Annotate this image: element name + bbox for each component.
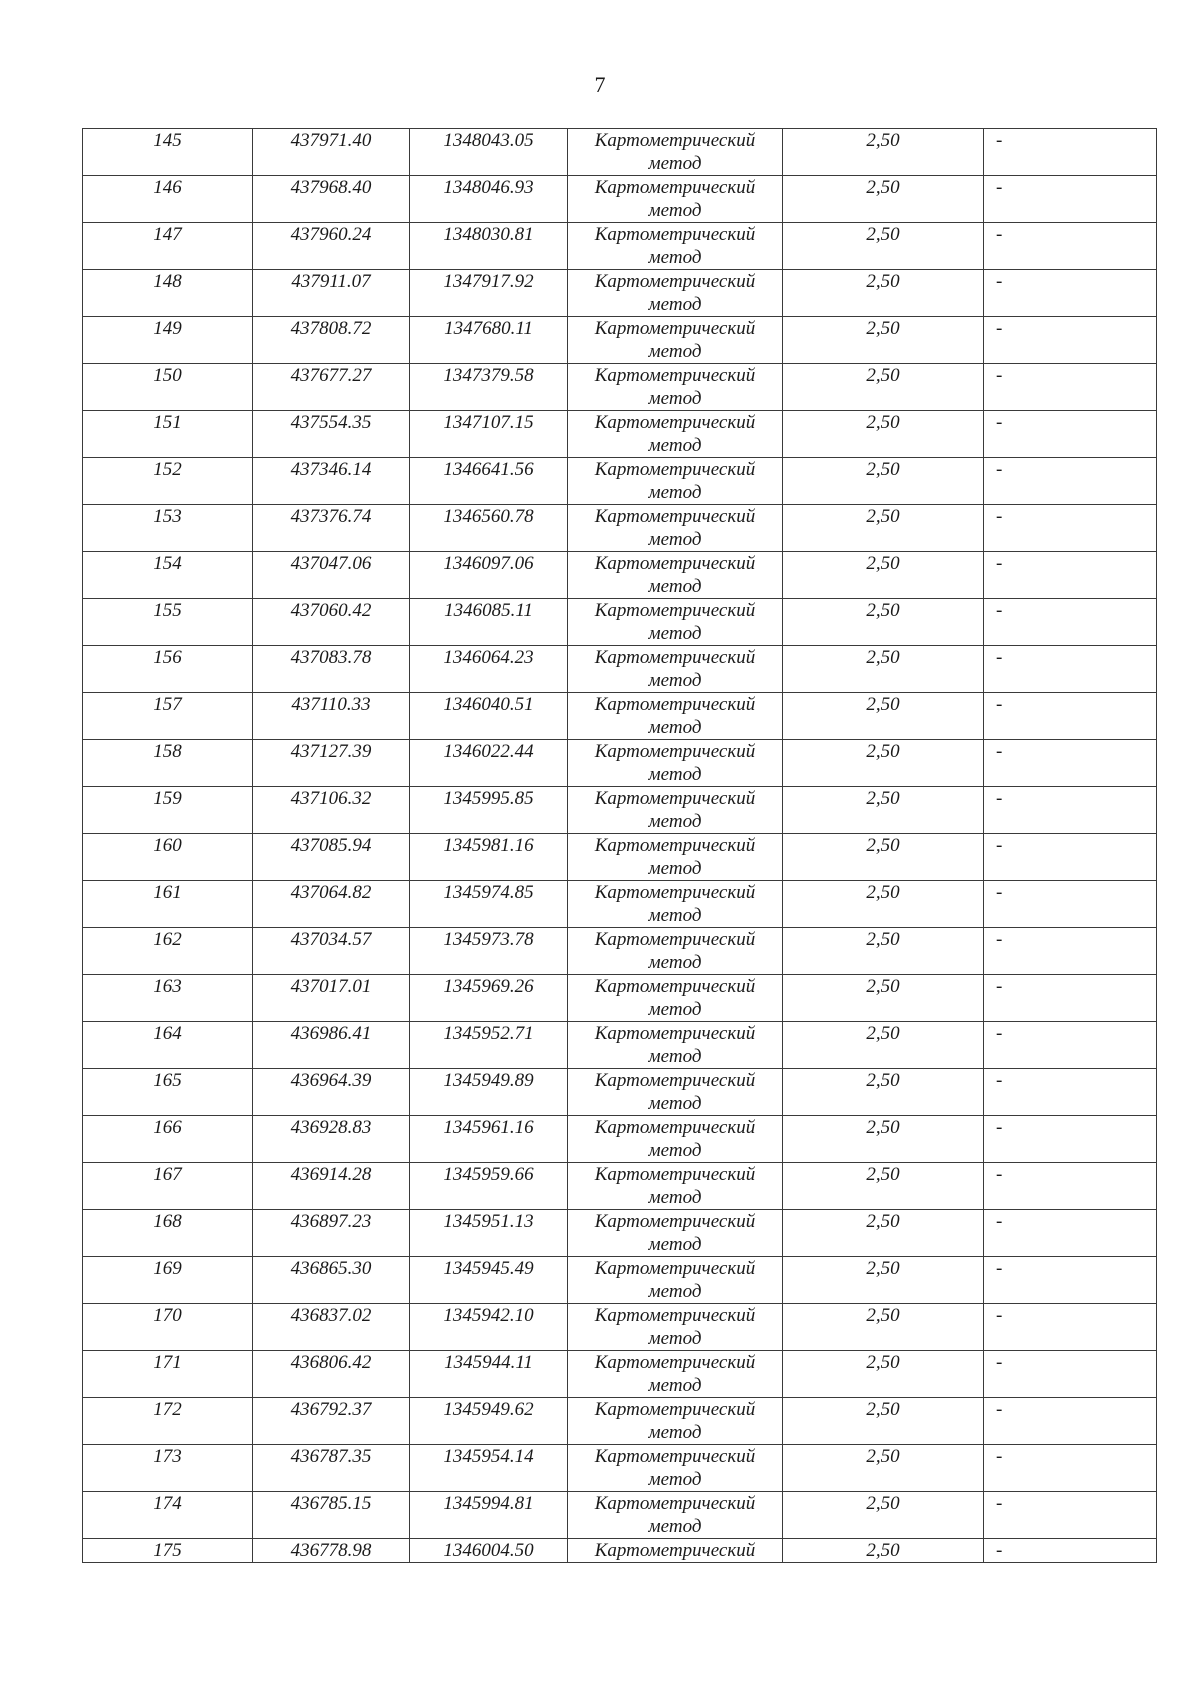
- accuracy-cell: 2,50: [783, 1116, 984, 1163]
- method-cell: [568, 176, 783, 223]
- note-cell: -: [984, 458, 1157, 505]
- method-text-line1: Картометрический: [594, 1399, 756, 1420]
- accuracy-cell: 2,50: [783, 176, 984, 223]
- method-cell: [568, 834, 783, 881]
- method-text-line1: Картометрический: [594, 1070, 756, 1091]
- method-text-line1: Картометрический: [594, 459, 756, 480]
- note-cell: -: [984, 1539, 1157, 1563]
- method-cell: [568, 552, 783, 599]
- y-coordinate-cell: 1346022.44: [410, 740, 568, 787]
- note-cell: -: [984, 1210, 1157, 1257]
- accuracy-cell: 2,50: [783, 1539, 984, 1563]
- method-cell: [568, 270, 783, 317]
- accuracy-cell: 2,50: [783, 1257, 984, 1304]
- x-coordinate-cell: 437083.78: [253, 646, 410, 693]
- method-text-line1: Картометрический: [594, 224, 756, 245]
- method-text-line1: Картометрический: [594, 1352, 756, 1373]
- x-coordinate-cell: 436897.23: [253, 1210, 410, 1257]
- y-coordinate-cell: 1348043.05: [410, 129, 568, 176]
- table-row: [83, 223, 1157, 270]
- note-cell: -: [984, 646, 1157, 693]
- point-number-cell: 169: [83, 1257, 253, 1304]
- accuracy-cell: 2,50: [783, 787, 984, 834]
- x-coordinate-cell: 437968.40: [253, 176, 410, 223]
- point-number-cell: 148: [83, 270, 253, 317]
- x-coordinate-cell: 436785.15: [253, 1492, 410, 1539]
- y-coordinate-cell: 1346064.23: [410, 646, 568, 693]
- method-cell: [568, 1351, 783, 1398]
- x-coordinate-cell: 437376.74: [253, 505, 410, 552]
- table-row: [83, 1445, 1157, 1492]
- note-cell: -: [984, 176, 1157, 223]
- note-cell: -: [984, 223, 1157, 270]
- accuracy-cell: 2,50: [783, 881, 984, 928]
- method-text-line1: Картометрический: [594, 1258, 756, 1279]
- y-coordinate-cell: 1345944.11: [410, 1351, 568, 1398]
- method-text-line2: метод: [648, 764, 702, 785]
- x-coordinate-cell: 437677.27: [253, 364, 410, 411]
- x-coordinate-cell: 437106.32: [253, 787, 410, 834]
- method-text-line2: метод: [648, 247, 702, 268]
- note-cell: -: [984, 881, 1157, 928]
- note-cell: -: [984, 740, 1157, 787]
- point-number-cell: 151: [83, 411, 253, 458]
- y-coordinate-cell: 1348046.93: [410, 176, 568, 223]
- y-coordinate-cell: 1345961.16: [410, 1116, 568, 1163]
- point-number-cell: 172: [83, 1398, 253, 1445]
- accuracy-cell: 2,50: [783, 646, 984, 693]
- method-text-line2: метод: [648, 1140, 702, 1161]
- method-text-line1: Картометрический: [594, 600, 756, 621]
- x-coordinate-cell: 437346.14: [253, 458, 410, 505]
- x-coordinate-cell: 436787.35: [253, 1445, 410, 1492]
- note-cell: -: [984, 1069, 1157, 1116]
- table-row: [83, 1539, 1157, 1563]
- accuracy-cell: 2,50: [783, 552, 984, 599]
- point-number-cell: 154: [83, 552, 253, 599]
- method-text-line1: Картометрический: [594, 1117, 756, 1138]
- method-text-line1: Картометрический: [594, 788, 756, 809]
- note-cell: -: [984, 1116, 1157, 1163]
- x-coordinate-cell: 436792.37: [253, 1398, 410, 1445]
- method-text-line2: метод: [648, 1375, 702, 1396]
- method-text-line1: Картометрический: [594, 412, 756, 433]
- method-text-line1: Картометрический: [594, 741, 756, 762]
- y-coordinate-cell: 1346004.50: [410, 1539, 568, 1563]
- point-number-cell: 167: [83, 1163, 253, 1210]
- method-text-line2: метод: [648, 341, 702, 362]
- method-text-line2: метод: [648, 717, 702, 738]
- point-number-cell: 168: [83, 1210, 253, 1257]
- method-cell: [568, 364, 783, 411]
- y-coordinate-cell: 1345994.81: [410, 1492, 568, 1539]
- method-cell: [568, 1069, 783, 1116]
- method-text-line1: Картометрический: [594, 929, 756, 950]
- point-number-cell: 146: [83, 176, 253, 223]
- point-number-cell: 173: [83, 1445, 253, 1492]
- y-coordinate-cell: 1345981.16: [410, 834, 568, 881]
- table-row: [83, 1257, 1157, 1304]
- x-coordinate-cell: 436865.30: [253, 1257, 410, 1304]
- accuracy-cell: 2,50: [783, 928, 984, 975]
- table-row: [83, 928, 1157, 975]
- method-text-line1: Картометрический: [594, 1446, 756, 1467]
- method-cell: [568, 1257, 783, 1304]
- table-row: [83, 1492, 1157, 1539]
- table-row: [83, 646, 1157, 693]
- accuracy-cell: 2,50: [783, 1069, 984, 1116]
- table-row: [83, 1116, 1157, 1163]
- x-coordinate-cell: 437047.06: [253, 552, 410, 599]
- note-cell: -: [984, 552, 1157, 599]
- method-cell: [568, 975, 783, 1022]
- y-coordinate-cell: 1345949.89: [410, 1069, 568, 1116]
- point-number-cell: 147: [83, 223, 253, 270]
- x-coordinate-cell: 437085.94: [253, 834, 410, 881]
- method-text-line2: метод: [648, 999, 702, 1020]
- method-cell: [568, 1398, 783, 1445]
- method-cell: [568, 1116, 783, 1163]
- method-cell: [568, 646, 783, 693]
- note-cell: -: [984, 787, 1157, 834]
- method-text-line2: метод: [648, 1093, 702, 1114]
- accuracy-cell: 2,50: [783, 599, 984, 646]
- method-text-line2: метод: [648, 200, 702, 221]
- method-text-line2: метод: [648, 670, 702, 691]
- accuracy-cell: 2,50: [783, 975, 984, 1022]
- coordinates-table: [82, 128, 1157, 1563]
- note-cell: -: [984, 1398, 1157, 1445]
- method-text-line2: метод: [648, 905, 702, 926]
- point-number-cell: 165: [83, 1069, 253, 1116]
- note-cell: -: [984, 411, 1157, 458]
- y-coordinate-cell: 1348030.81: [410, 223, 568, 270]
- method-text-line1: Картометрический: [594, 1305, 756, 1326]
- point-number-cell: 159: [83, 787, 253, 834]
- table-row: [83, 505, 1157, 552]
- method-cell: [568, 740, 783, 787]
- y-coordinate-cell: 1345959.66: [410, 1163, 568, 1210]
- accuracy-cell: 2,50: [783, 1163, 984, 1210]
- table-row: [83, 975, 1157, 1022]
- method-text-line2: метод: [648, 482, 702, 503]
- x-coordinate-cell: 436914.28: [253, 1163, 410, 1210]
- table-row: [83, 834, 1157, 881]
- point-number-cell: 171: [83, 1351, 253, 1398]
- table-row: [83, 1022, 1157, 1069]
- accuracy-cell: 2,50: [783, 317, 984, 364]
- method-text-line1: Картометрический: [594, 506, 756, 527]
- x-coordinate-cell: 436806.42: [253, 1351, 410, 1398]
- point-number-cell: 145: [83, 129, 253, 176]
- method-text-line1: Картометрический: [594, 694, 756, 715]
- note-cell: -: [984, 834, 1157, 881]
- method-text-line1: Картометрический: [594, 365, 756, 386]
- x-coordinate-cell: 437911.07: [253, 270, 410, 317]
- table-row: [83, 1210, 1157, 1257]
- y-coordinate-cell: 1346097.06: [410, 552, 568, 599]
- accuracy-cell: 2,50: [783, 1022, 984, 1069]
- method-cell: [568, 1492, 783, 1539]
- accuracy-cell: 2,50: [783, 1304, 984, 1351]
- x-coordinate-cell: 436837.02: [253, 1304, 410, 1351]
- y-coordinate-cell: 1345945.49: [410, 1257, 568, 1304]
- method-text-line1: Картометрический: [594, 1493, 756, 1514]
- method-text-line1: Картометрический: [594, 177, 756, 198]
- y-coordinate-cell: 1345952.71: [410, 1022, 568, 1069]
- table-row: [83, 1398, 1157, 1445]
- table-row: [83, 1163, 1157, 1210]
- x-coordinate-cell: 437064.82: [253, 881, 410, 928]
- accuracy-cell: 2,50: [783, 411, 984, 458]
- table-row: [83, 740, 1157, 787]
- method-text-line1: Картометрический: [594, 1164, 756, 1185]
- method-cell: [568, 881, 783, 928]
- y-coordinate-cell: 1347107.15: [410, 411, 568, 458]
- y-coordinate-cell: 1346560.78: [410, 505, 568, 552]
- method-cell: [568, 1210, 783, 1257]
- x-coordinate-cell: 437034.57: [253, 928, 410, 975]
- x-coordinate-cell: 437971.40: [253, 129, 410, 176]
- method-text-line1: Картометрический: [594, 318, 756, 339]
- method-text-line1: Картометрический: [594, 1211, 756, 1232]
- table-row: [83, 129, 1157, 176]
- y-coordinate-cell: 1347917.92: [410, 270, 568, 317]
- point-number-cell: 156: [83, 646, 253, 693]
- point-number-cell: 166: [83, 1116, 253, 1163]
- method-cell: [568, 1445, 783, 1492]
- note-cell: -: [984, 928, 1157, 975]
- y-coordinate-cell: 1346641.56: [410, 458, 568, 505]
- note-cell: -: [984, 270, 1157, 317]
- method-text-line2: метод: [648, 435, 702, 456]
- method-text-line2: метод: [648, 1328, 702, 1349]
- point-number-cell: 174: [83, 1492, 253, 1539]
- note-cell: -: [984, 129, 1157, 176]
- note-cell: -: [984, 505, 1157, 552]
- point-number-cell: 170: [83, 1304, 253, 1351]
- method-text-line2: метод: [648, 623, 702, 644]
- note-cell: -: [984, 599, 1157, 646]
- method-text-line2: метод: [648, 1187, 702, 1208]
- point-number-cell: 161: [83, 881, 253, 928]
- accuracy-cell: 2,50: [783, 1398, 984, 1445]
- method-cell: [568, 1022, 783, 1069]
- table-row: [83, 411, 1157, 458]
- y-coordinate-cell: 1345973.78: [410, 928, 568, 975]
- method-cell: [568, 317, 783, 364]
- method-text-line2: метод: [648, 576, 702, 597]
- x-coordinate-cell: 436986.41: [253, 1022, 410, 1069]
- table-row: [83, 364, 1157, 411]
- point-number-cell: 155: [83, 599, 253, 646]
- y-coordinate-cell: 1347379.58: [410, 364, 568, 411]
- accuracy-cell: 2,50: [783, 834, 984, 881]
- x-coordinate-cell: 436928.83: [253, 1116, 410, 1163]
- method-text-line2: метод: [648, 1281, 702, 1302]
- y-coordinate-cell: 1346040.51: [410, 693, 568, 740]
- point-number-cell: 175: [83, 1539, 253, 1563]
- note-cell: -: [984, 1445, 1157, 1492]
- method-cell: [568, 599, 783, 646]
- method-text-line1: Картометрический: [594, 553, 756, 574]
- table-row: [83, 458, 1157, 505]
- accuracy-cell: 2,50: [783, 129, 984, 176]
- accuracy-cell: 2,50: [783, 1351, 984, 1398]
- table-row: [83, 881, 1157, 928]
- table-row: [83, 552, 1157, 599]
- method-cell: [568, 928, 783, 975]
- method-text-line2: метод: [648, 1516, 702, 1537]
- x-coordinate-cell: 437960.24: [253, 223, 410, 270]
- method-text-line1: Картометрический: [594, 835, 756, 856]
- method-text-line1: Картометрический: [594, 1540, 756, 1561]
- y-coordinate-cell: 1345974.85: [410, 881, 568, 928]
- accuracy-cell: 2,50: [783, 223, 984, 270]
- method-text-line1: Картометрический: [594, 647, 756, 668]
- note-cell: -: [984, 975, 1157, 1022]
- method-text-line2: метод: [648, 529, 702, 550]
- note-cell: -: [984, 1492, 1157, 1539]
- table-row: [83, 599, 1157, 646]
- accuracy-cell: 2,50: [783, 740, 984, 787]
- point-number-cell: 149: [83, 317, 253, 364]
- method-text-line2: метод: [648, 1046, 702, 1067]
- table-row: [83, 787, 1157, 834]
- method-cell: [568, 223, 783, 270]
- table-row: [83, 1304, 1157, 1351]
- point-number-cell: 152: [83, 458, 253, 505]
- method-text-line2: метод: [648, 294, 702, 315]
- y-coordinate-cell: 1345949.62: [410, 1398, 568, 1445]
- method-text-line2: метод: [648, 811, 702, 832]
- method-text-line1: Картометрический: [594, 271, 756, 292]
- accuracy-cell: 2,50: [783, 1445, 984, 1492]
- method-cell: [568, 411, 783, 458]
- note-cell: -: [984, 693, 1157, 740]
- note-cell: -: [984, 1351, 1157, 1398]
- x-coordinate-cell: 437554.35: [253, 411, 410, 458]
- accuracy-cell: 2,50: [783, 693, 984, 740]
- note-cell: -: [984, 317, 1157, 364]
- method-text-line2: метод: [648, 1469, 702, 1490]
- accuracy-cell: 2,50: [783, 1492, 984, 1539]
- method-cell: [568, 129, 783, 176]
- table-row: [83, 1069, 1157, 1116]
- note-cell: -: [984, 364, 1157, 411]
- method-text-line1: Картометрический: [594, 130, 756, 151]
- table-row: [83, 1351, 1157, 1398]
- y-coordinate-cell: 1345954.14: [410, 1445, 568, 1492]
- table-row: [83, 176, 1157, 223]
- accuracy-cell: 2,50: [783, 458, 984, 505]
- table-row: [83, 270, 1157, 317]
- method-text-line1: Картометрический: [594, 976, 756, 997]
- point-number-cell: 150: [83, 364, 253, 411]
- point-number-cell: 164: [83, 1022, 253, 1069]
- method-cell: [568, 1539, 783, 1563]
- table-row: [83, 317, 1157, 364]
- point-number-cell: 163: [83, 975, 253, 1022]
- note-cell: -: [984, 1022, 1157, 1069]
- method-text-line2: метод: [648, 952, 702, 973]
- point-number-cell: 162: [83, 928, 253, 975]
- table-row: [83, 693, 1157, 740]
- y-coordinate-cell: 1347680.11: [410, 317, 568, 364]
- method-text-line2: метод: [648, 388, 702, 409]
- x-coordinate-cell: 436778.98: [253, 1539, 410, 1563]
- y-coordinate-cell: 1345969.26: [410, 975, 568, 1022]
- point-number-cell: 160: [83, 834, 253, 881]
- note-cell: -: [984, 1304, 1157, 1351]
- method-text-line1: Картометрический: [594, 1023, 756, 1044]
- note-cell: -: [984, 1257, 1157, 1304]
- method-text-line1: Картометрический: [594, 882, 756, 903]
- accuracy-cell: 2,50: [783, 1210, 984, 1257]
- y-coordinate-cell: 1345995.85: [410, 787, 568, 834]
- method-cell: [568, 458, 783, 505]
- x-coordinate-cell: 437127.39: [253, 740, 410, 787]
- point-number-cell: 153: [83, 505, 253, 552]
- method-text-line2: метод: [648, 858, 702, 879]
- note-cell: -: [984, 1163, 1157, 1210]
- method-text-line2: метод: [648, 1422, 702, 1443]
- accuracy-cell: 2,50: [783, 364, 984, 411]
- x-coordinate-cell: 437017.01: [253, 975, 410, 1022]
- accuracy-cell: 2,50: [783, 270, 984, 317]
- page-number: 7: [594, 72, 606, 97]
- point-number-cell: 157: [83, 693, 253, 740]
- x-coordinate-cell: 437110.33: [253, 693, 410, 740]
- accuracy-cell: 2,50: [783, 505, 984, 552]
- x-coordinate-cell: 436964.39: [253, 1069, 410, 1116]
- method-cell: [568, 505, 783, 552]
- method-cell: [568, 1304, 783, 1351]
- y-coordinate-cell: 1346085.11: [410, 599, 568, 646]
- y-coordinate-cell: 1345951.13: [410, 1210, 568, 1257]
- x-coordinate-cell: 437808.72: [253, 317, 410, 364]
- y-coordinate-cell: 1345942.10: [410, 1304, 568, 1351]
- method-text-line2: метод: [648, 1234, 702, 1255]
- point-number-cell: 158: [83, 740, 253, 787]
- method-cell: [568, 787, 783, 834]
- method-cell: [568, 1163, 783, 1210]
- method-text-line2: метод: [648, 153, 702, 174]
- method-cell: [568, 693, 783, 740]
- x-coordinate-cell: 437060.42: [253, 599, 410, 646]
- coordinates-table-body: [83, 129, 1157, 1563]
